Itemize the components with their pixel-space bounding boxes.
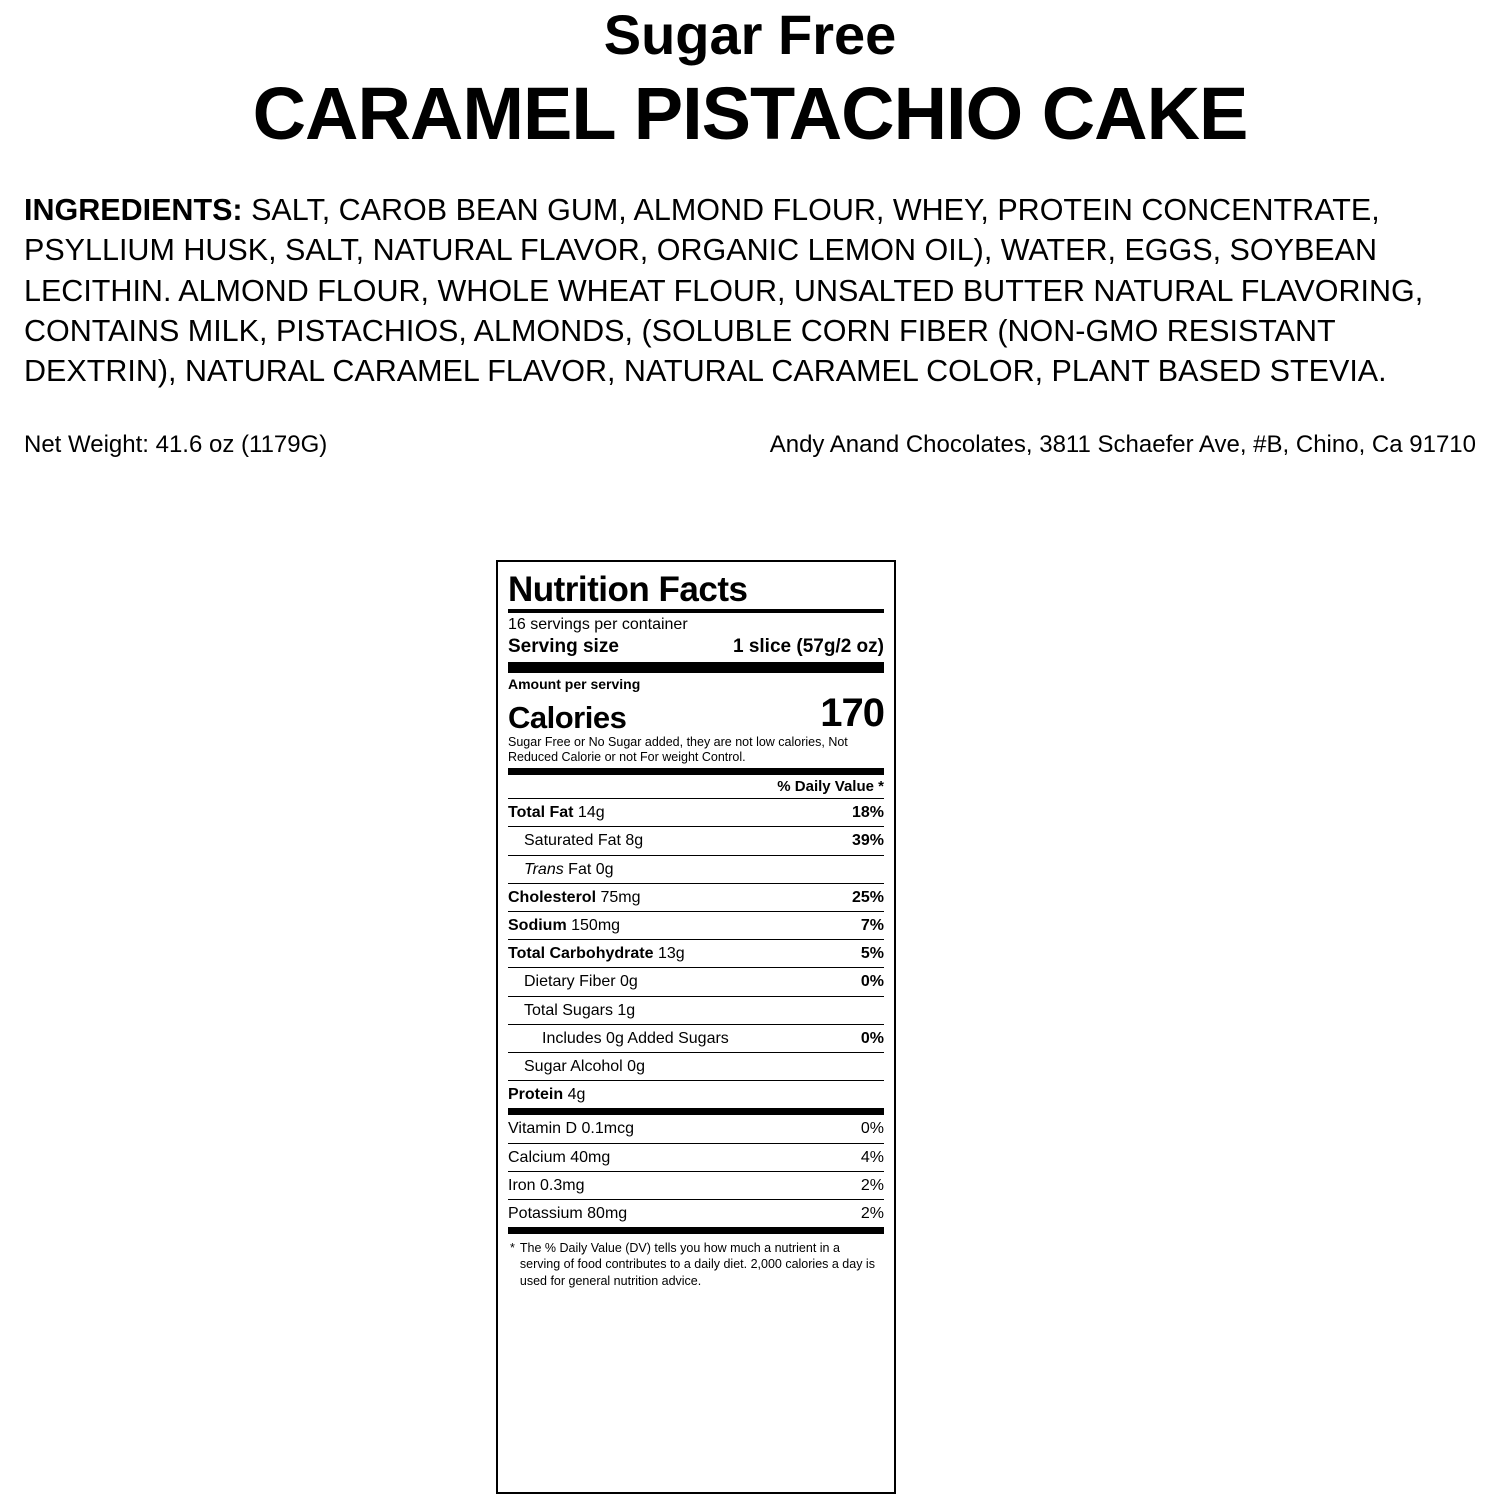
nutrient-label: Sodium 150mg	[508, 917, 621, 935]
micronutrient-daily-value: 0%	[860, 1120, 884, 1138]
footnote-text: The % Daily Value (DV) tells you how much a nutrient in a serving of food contributes to a daily diet. 2,000 calories a day is used for general nutrition advice.	[519, 1241, 875, 1288]
nutrient-daily-value: 0%	[860, 1029, 884, 1047]
calories-note: Sugar Free or No Sugar added, they are not low calories, Not Reduced Calorie or not For weight Control.	[508, 734, 848, 765]
protein-label: Protein 4g	[508, 1086, 586, 1104]
nutrient-label: Total Fat 14g	[508, 804, 605, 822]
nutrient-label: Includes 0g Added Sugars	[542, 1029, 729, 1047]
label-header	[0, 0, 1500, 154]
servings-per-container: 16 servings per container	[508, 616, 688, 633]
nutrient-row	[508, 911, 884, 939]
footnote-star: *	[510, 1241, 515, 1256]
micronutrient-row	[508, 1143, 884, 1171]
nutrient-label: Trans Fat 0g	[524, 860, 614, 878]
nutrient-daily-value: 0%	[860, 973, 884, 991]
ingredients-paragraph	[24, 190, 1476, 391]
micronutrient-label: Potassium 80mg	[508, 1204, 628, 1222]
micronutrient-row	[508, 1171, 884, 1199]
micronutrient-row	[508, 1115, 884, 1142]
calories-value: 170	[820, 690, 884, 735]
nutrition-facts-title: Nutrition Facts	[508, 570, 748, 609]
sugar-free-eyebrow: Sugar Free	[603, 3, 897, 66]
nutrient-row	[508, 1052, 884, 1080]
protein-row	[508, 1080, 884, 1108]
micronutrient-daily-value: 2%	[860, 1204, 884, 1222]
micronutrient-rows	[508, 1115, 884, 1227]
daily-value-header: % Daily Value *	[777, 778, 884, 796]
calories-row	[508, 690, 884, 735]
nutrient-row	[508, 967, 884, 995]
nutrient-row	[508, 798, 884, 826]
label-meta-row	[24, 431, 1476, 459]
nutrient-row	[508, 855, 884, 883]
micronutrient-label: Calcium 40mg	[508, 1148, 611, 1166]
nutrient-label: Total Sugars 1g	[524, 1001, 636, 1019]
divider-protein	[508, 1108, 884, 1115]
nutrient-label: Saturated Fat 8g	[524, 832, 644, 850]
micronutrient-daily-value: 2%	[860, 1176, 884, 1194]
nutrient-daily-value: 39%	[851, 832, 884, 850]
amount-per-serving: Amount per serving	[508, 675, 641, 692]
nutrition-facts-box	[496, 560, 896, 1494]
nutrient-daily-value: 5%	[860, 945, 884, 963]
nutrient-row	[508, 1024, 884, 1052]
divider-serving	[508, 662, 884, 673]
serving-size-value: 1 slice (57g/2 oz)	[732, 636, 884, 658]
nutrient-label: Sugar Alcohol 0g	[524, 1057, 645, 1075]
footnote	[508, 1234, 884, 1289]
nutrient-row	[508, 883, 884, 911]
nutrient-label: Cholesterol 75mg	[508, 888, 641, 906]
nutrient-rows	[508, 798, 884, 1108]
calories-label: Calories	[508, 699, 627, 735]
divider-footnote	[508, 1227, 884, 1234]
micronutrient-daily-value: 4%	[860, 1148, 884, 1166]
product-title: CARAMEL PISTACHIO CAKE	[252, 71, 1248, 155]
company-address: Andy Anand Chocolates, 3811 Schaefer Ave, #B, Chino, Ca 91710	[769, 431, 1476, 459]
micronutrient-row	[508, 1199, 884, 1227]
divider-calories	[508, 768, 884, 775]
serving-size-row	[508, 635, 884, 662]
nutrient-label: Dietary Fiber 0g	[524, 973, 638, 991]
nutrient-label: Total Carbohydrate 13g	[508, 945, 685, 963]
net-weight: Net Weight: 41.6 oz (1179G)	[24, 431, 328, 459]
nutrient-daily-value: 18%	[851, 804, 884, 822]
micronutrient-label: Vitamin D 0.1mcg	[508, 1120, 634, 1138]
ingredients-text: SALT, CAROB BEAN GUM, ALMOND FLOUR, WHEY, PROTEIN CONCENTRATE, PSYLLIUM HUSK, SALT, NATURAL FLAVOR, ORGANIC LEMON OIL), WATER, EGGS, SOYBEAN LECITHIN. ALMOND FLOUR, WHOLE WHEAT FLOUR, UNSALTED BUTTER NATURAL FLAVORING, CONTAINS MILK, PISTACHIOS, ALMONDS, (SOLUBLE CORN FIBER (NON-GMO RESISTANT DEXTRIN), NATURAL CARAMEL FLAVOR, NATURAL CARAMEL COLOR, PLANT BASED STEVIA.	[24, 193, 1424, 389]
nutrient-daily-value: 7%	[860, 917, 884, 935]
ingredients-label: INGREDIENTS:	[24, 193, 243, 228]
nutrient-row	[508, 939, 884, 967]
serving-size-label: Serving size	[508, 636, 619, 658]
nutrient-row	[508, 996, 884, 1024]
nutrition-facts-panel	[496, 560, 896, 1494]
micronutrient-label: Iron 0.3mg	[508, 1176, 585, 1194]
nutrient-daily-value: 25%	[851, 888, 884, 906]
nutrient-row	[508, 826, 884, 854]
